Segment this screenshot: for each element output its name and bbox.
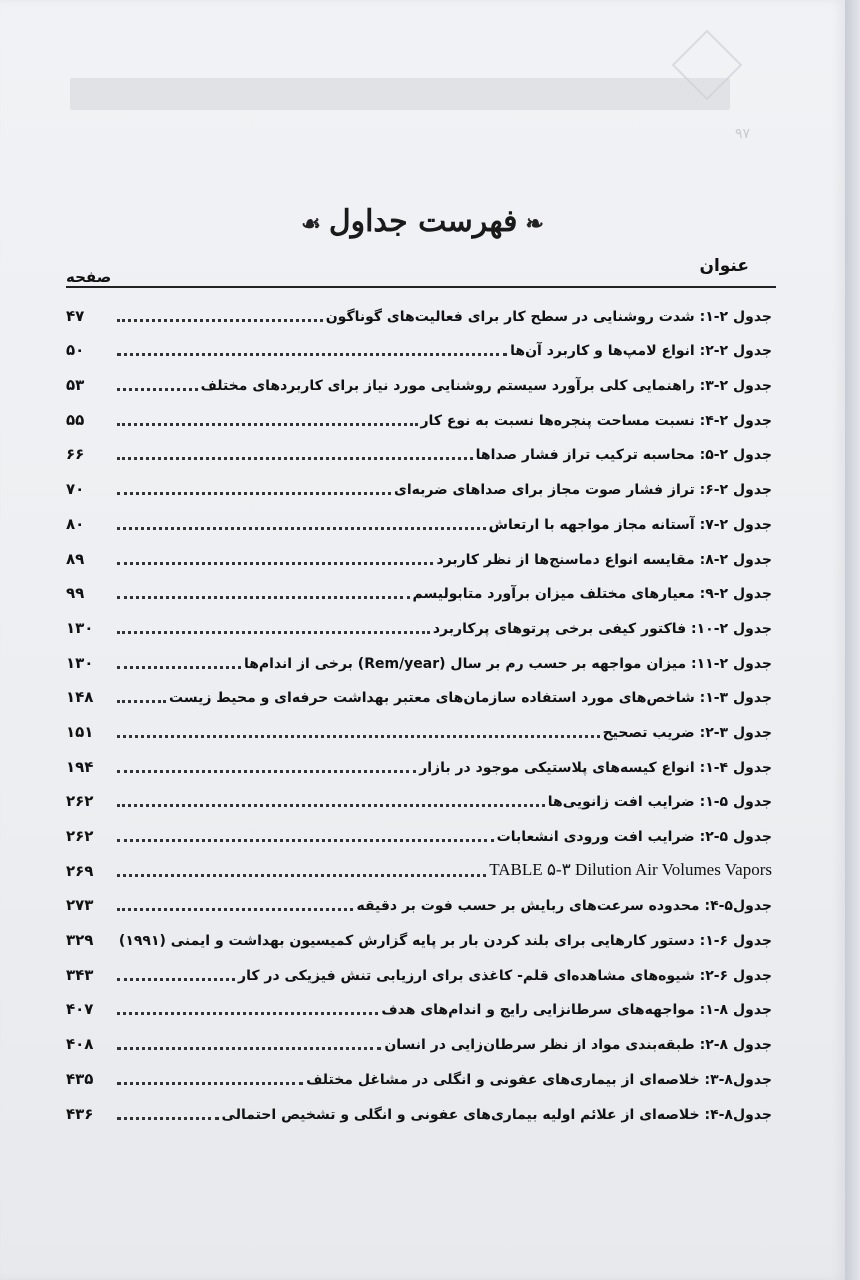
dot-leader <box>117 1082 303 1085</box>
table-of-contents <box>66 296 772 1129</box>
toc-entry-label: جدول ۵-۲: ضرایب افت ورودی انشعابات <box>496 829 772 845</box>
dot-leader <box>117 388 198 391</box>
column-header-page: صفحه <box>66 268 112 286</box>
toc-entry-label: جدول ۶-۱: دستور کارهایی برای بلند کردن بار بر پایه گزارش کمیسیون بهداشت و ایمنی (۱۹۹۱) <box>118 933 772 950</box>
faint-header-band <box>70 78 730 110</box>
toc-entry <box>66 920 772 955</box>
toc-entry-page: ۲۶۹ <box>66 861 94 880</box>
toc-entry-label: جدول۸-۳: خلاصه‌ای از بیماری‌های عفونی و انگلی در مشاغل مختلف <box>306 1071 772 1088</box>
toc-entry-page: ۹۹ <box>66 584 85 603</box>
toc-entry-label: جدول ۲-۱: شدت روشنایی در سطح کار برای فعالیت‌های گوناگون <box>325 308 772 325</box>
dot-leader <box>117 666 241 669</box>
page-title <box>0 204 845 239</box>
toc-entry-page: ۶۶ <box>66 445 85 464</box>
toc-entry <box>66 504 772 539</box>
toc-entry-page: ۴۰۷ <box>66 1000 94 1019</box>
column-header-title: عنوان <box>699 256 749 276</box>
toc-entry-page: ۴۰۸ <box>66 1035 94 1054</box>
toc-entry <box>66 1024 772 1059</box>
dot-leader <box>117 423 418 426</box>
toc-entry-page: ۸۰ <box>66 514 85 533</box>
toc-entry <box>66 747 772 782</box>
dot-leader <box>117 1047 381 1050</box>
toc-entry <box>66 435 772 470</box>
header-rule <box>66 286 776 288</box>
toc-entry-page: ۱۹۴ <box>66 757 94 776</box>
toc-entry <box>66 990 772 1025</box>
toc-entry <box>66 1094 772 1129</box>
toc-entry <box>66 955 772 990</box>
toc-entry <box>66 851 772 886</box>
toc-entry-page: ۳۴۳ <box>66 965 94 984</box>
toc-entry-label: جدول ۸-۱: مواجهه‌های سرطانزایی رایج و اندام‌های هدف <box>381 1002 772 1019</box>
dot-leader <box>117 596 410 599</box>
toc-entry-page: ۲۷۳ <box>66 896 94 915</box>
toc-entry-page: ۲۶۲ <box>66 827 94 845</box>
dot-leader <box>117 319 323 322</box>
dot-leader <box>117 1012 378 1015</box>
toc-entry <box>66 365 772 400</box>
toc-entry-page: ۷۰ <box>66 480 85 499</box>
toc-entry-label: جدول ۳-۲: ضریب تصحیح <box>602 724 772 741</box>
toc-entry-page: ۵۵ <box>66 410 85 429</box>
toc-entry <box>66 574 772 609</box>
dot-leader <box>117 978 235 981</box>
toc-entry <box>66 816 772 851</box>
toc-entry <box>66 469 772 504</box>
toc-entry <box>66 608 772 643</box>
toc-entry <box>66 643 772 678</box>
ornament-left-icon: ☙ <box>301 211 321 237</box>
toc-entry-label: جدول ۲-۳: راهنمایی کلی برآورد سیستم روشنایی مورد نیاز برای کاربردهای مختلف <box>200 378 772 395</box>
toc-entry-page: ۵۰ <box>66 341 85 360</box>
toc-entry-page: ۱۳۰ <box>66 653 94 672</box>
toc-entry-label: جدول۵-۴: محدوده سرعت‌های ربایش بر حسب فوت بر دقیقه <box>356 898 772 915</box>
toc-entry-page: ۲۶۲ <box>66 792 94 811</box>
toc-entry-label: جدول۸-۴: خلاصه‌ای از علائم اولیه بیماری‌های عفونی و انگلی و تشخیص احتمالی <box>221 1106 772 1123</box>
toc-entry-label: جدول ۲-۹: معیارهای مختلف میزان برآورد متابولیسم <box>412 586 772 603</box>
dot-leader <box>117 839 494 842</box>
toc-entry <box>66 539 772 574</box>
toc-entry-label: جدول ۵-۱: ضرایب افت زانویی‌ها <box>547 794 772 811</box>
toc-entry-label: جدول ۲-۱۰: فاکتور کیفی برخی پرتوهای پرکاربرد <box>432 620 772 637</box>
toc-entry <box>66 331 772 366</box>
toc-entry <box>66 400 772 435</box>
toc-entry <box>66 296 772 331</box>
toc-entry-page: ۱۵۱ <box>66 722 94 741</box>
toc-entry-label: جدول ۲-۶: تراز فشار صوت مجاز برای صداهای ضربه‌ای <box>394 482 772 499</box>
toc-entry-page: ۵۳ <box>66 376 85 395</box>
toc-entry-page: ۱۴۸ <box>66 688 94 707</box>
toc-entry-page: ۴۷ <box>66 306 85 325</box>
dot-leader <box>117 492 391 495</box>
toc-entry-label: جدول ۲-۱۱: میزان مواجهه بر حسب رم بر سال (Rem/year) برخی از اندام‌ها <box>243 655 772 672</box>
dot-leader <box>117 735 600 738</box>
toc-entry-page: ۴۳۶ <box>66 1104 94 1123</box>
toc-entry <box>66 712 772 747</box>
toc-entry-label: جدول ۲-۵: محاسبه ترکیب تراز فشار صداها <box>475 447 772 464</box>
dot-leader <box>117 700 166 703</box>
dot-leader <box>117 804 545 807</box>
toc-entry <box>66 678 772 713</box>
toc-entry-page: ۸۹ <box>66 549 85 568</box>
toc-entry-label: جدول ۲-۸: مقایسه انواع دماسنج‌ها از نظر کاربرد <box>436 551 772 568</box>
dot-leader <box>117 770 416 773</box>
toc-entry <box>66 1059 772 1094</box>
dot-leader <box>117 908 353 911</box>
dot-leader <box>117 353 507 356</box>
toc-entry-label: جدول ۳-۱: شاخص‌های مورد استفاده سازمان‌های معتبر بهداشت حرفه‌ای و محیط زیست <box>169 690 772 707</box>
toc-entry <box>66 782 772 817</box>
toc-entry-label: TABLE ۵-۳ Dilution Air Volumes Vapors <box>489 859 772 879</box>
toc-entry-label: جدول ۶-۲: شیوه‌های مشاهده‌ای قلم- کاغذی برای ارزیابی تنش فیزیکی در کار <box>238 967 772 984</box>
toc-entry-label: جدول ۸-۲: طبقه‌بندی مواد از نظر سرطان‌زایی در انسان <box>384 1037 772 1054</box>
toc-entry-label: جدول ۴-۱: انواع کیسه‌های پلاستیکی موجود در بازار <box>419 759 772 776</box>
toc-entry-label: جدول ۲-۷: آستانه مجاز مواجهه با ارتعاش <box>488 516 772 533</box>
toc-entry <box>66 886 772 921</box>
dot-leader <box>117 874 486 877</box>
toc-entry-label: جدول ۲-۲: انواع لامپ‌ها و کاربرد آن‌ها <box>510 343 772 360</box>
page-edge <box>845 0 860 1280</box>
ornament-right-icon: ❧ <box>525 211 544 237</box>
dot-leader <box>117 562 433 565</box>
dot-leader <box>117 1117 219 1120</box>
toc-entry-label: جدول ۲-۴: نسبت مساحت پنجره‌ها نسبت به نوع کار <box>420 412 772 429</box>
dot-leader <box>117 631 430 634</box>
toc-entry-page: ۳۲۹ <box>66 931 94 950</box>
dot-leader <box>117 527 486 530</box>
toc-entry-page: ۱۳۰ <box>66 618 94 637</box>
dot-leader <box>117 457 473 460</box>
toc-entry-page: ۴۳۵ <box>66 1069 94 1088</box>
page-title-text: فهرست جداول <box>328 204 518 239</box>
faint-page-number: ۹۷ <box>735 126 751 142</box>
